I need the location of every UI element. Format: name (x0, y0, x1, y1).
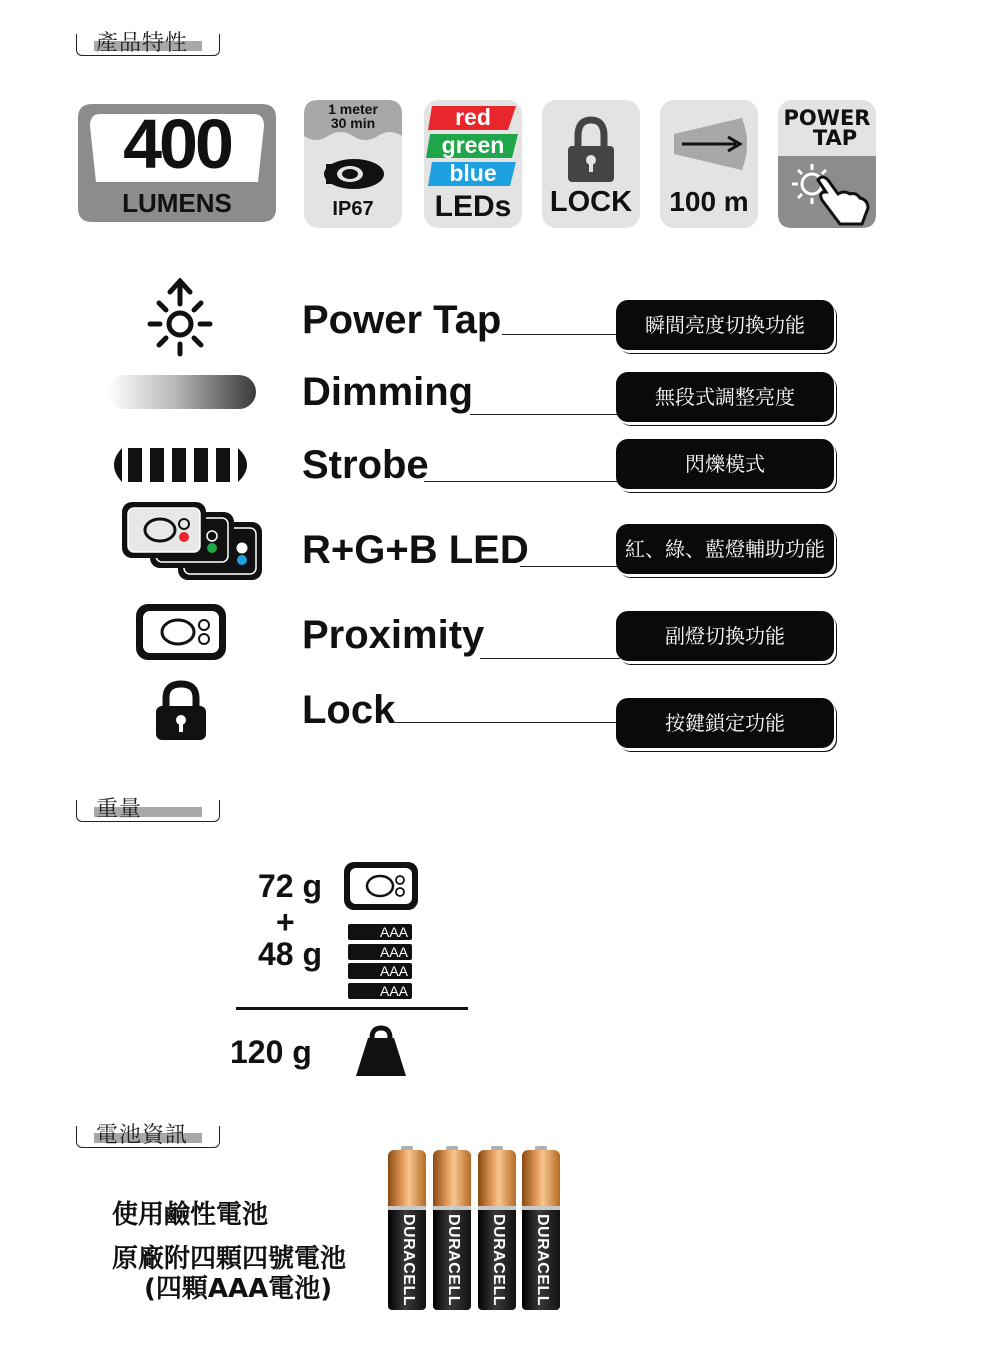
sum-divider (236, 1007, 468, 1010)
feature-title-dimming: Dimming (302, 370, 474, 414)
battery-brand: DURACELL (490, 1214, 507, 1306)
lumens-value: 400 (123, 105, 231, 183)
weight-icon (354, 1024, 408, 1078)
feature-desc-lock: 按鍵鎖定功能 (616, 698, 834, 748)
leader-line (470, 414, 622, 415)
battery-included-text: 原廠附四顆四號電池 (112, 1244, 347, 1274)
duracell-battery (478, 1150, 516, 1310)
section-title: 產品特性 (96, 31, 189, 56)
lock-icon (154, 680, 208, 742)
battery-type-text: 使用鹼性電池 (112, 1200, 269, 1230)
feature-title-power-tap: Power Tap (302, 298, 502, 342)
duracell-battery (388, 1150, 426, 1310)
rgb-headlamp-icon (120, 500, 266, 584)
lock-badge-label: LOCK (549, 186, 633, 218)
feature-desc-rgb-led: 紅、綠、藍燈輔助功能 (616, 524, 834, 574)
section-header-weight (76, 797, 220, 822)
duracell-battery (522, 1150, 560, 1310)
leader-line (392, 722, 622, 723)
leader-line (520, 566, 622, 567)
brightness-up-icon (146, 278, 216, 358)
leader-line (480, 658, 622, 659)
leader-line (424, 481, 622, 482)
feature-title-rgb-led: R+G+B LED (302, 528, 529, 572)
beam-range-label: 100 m (669, 186, 749, 217)
feature-desc-strobe: 閃爍模式 (616, 439, 834, 489)
section-header-battery (76, 1123, 220, 1148)
rgb-leds-label: LEDs (434, 190, 512, 223)
feature-title-strobe: Strobe (302, 443, 429, 487)
feature-desc-dimming: 無段式調整亮度 (616, 372, 834, 422)
dimming-gradient-icon (108, 375, 256, 409)
water-duration: 30 min (330, 115, 376, 131)
rgb-blue-label: blue (449, 160, 497, 186)
lumens-label: LUMENS (122, 188, 232, 218)
feature-desc-power-tap: 瞬間亮度切換功能 (616, 300, 834, 350)
rgb-green-label: green (441, 132, 505, 158)
aaa-battery: AAA (348, 963, 412, 979)
battery-brand: DURACELL (400, 1214, 417, 1306)
section-title: 重量 (96, 797, 143, 822)
feature-title-proximity: Proximity (302, 613, 485, 657)
ip-rating: IP67 (332, 198, 374, 220)
section-title: 電池資訊 (96, 1123, 189, 1148)
proximity-headlamp-icon (134, 602, 228, 662)
lamp-weight: 72 g (258, 868, 323, 904)
aaa-battery: AAA (348, 944, 412, 960)
headlamp-icon (342, 860, 420, 912)
water-depth: 1 meter (328, 101, 378, 117)
total-weight: 120 g (230, 1034, 312, 1070)
duracell-battery (433, 1150, 471, 1310)
power-tap-line1: POWER (783, 106, 871, 130)
section-header-features (76, 31, 220, 56)
plus-sign: + (276, 904, 295, 940)
battery-weight: 48 g (258, 936, 323, 972)
feature-desc-proximity: 副燈切換功能 (616, 611, 834, 661)
rgb-red-label: red (455, 104, 491, 130)
strobe-icon (104, 446, 258, 484)
battery-brand: DURACELL (445, 1214, 462, 1306)
leader-line (502, 334, 622, 335)
aaa-battery: AAA (348, 924, 412, 940)
feature-title-lock: Lock (302, 688, 396, 732)
battery-brand: DURACELL (534, 1214, 551, 1306)
power-tap-line2: TAP (812, 126, 858, 150)
battery-count-text: (四顆AAA電池) (144, 1274, 333, 1304)
aaa-battery: AAA (348, 983, 412, 999)
